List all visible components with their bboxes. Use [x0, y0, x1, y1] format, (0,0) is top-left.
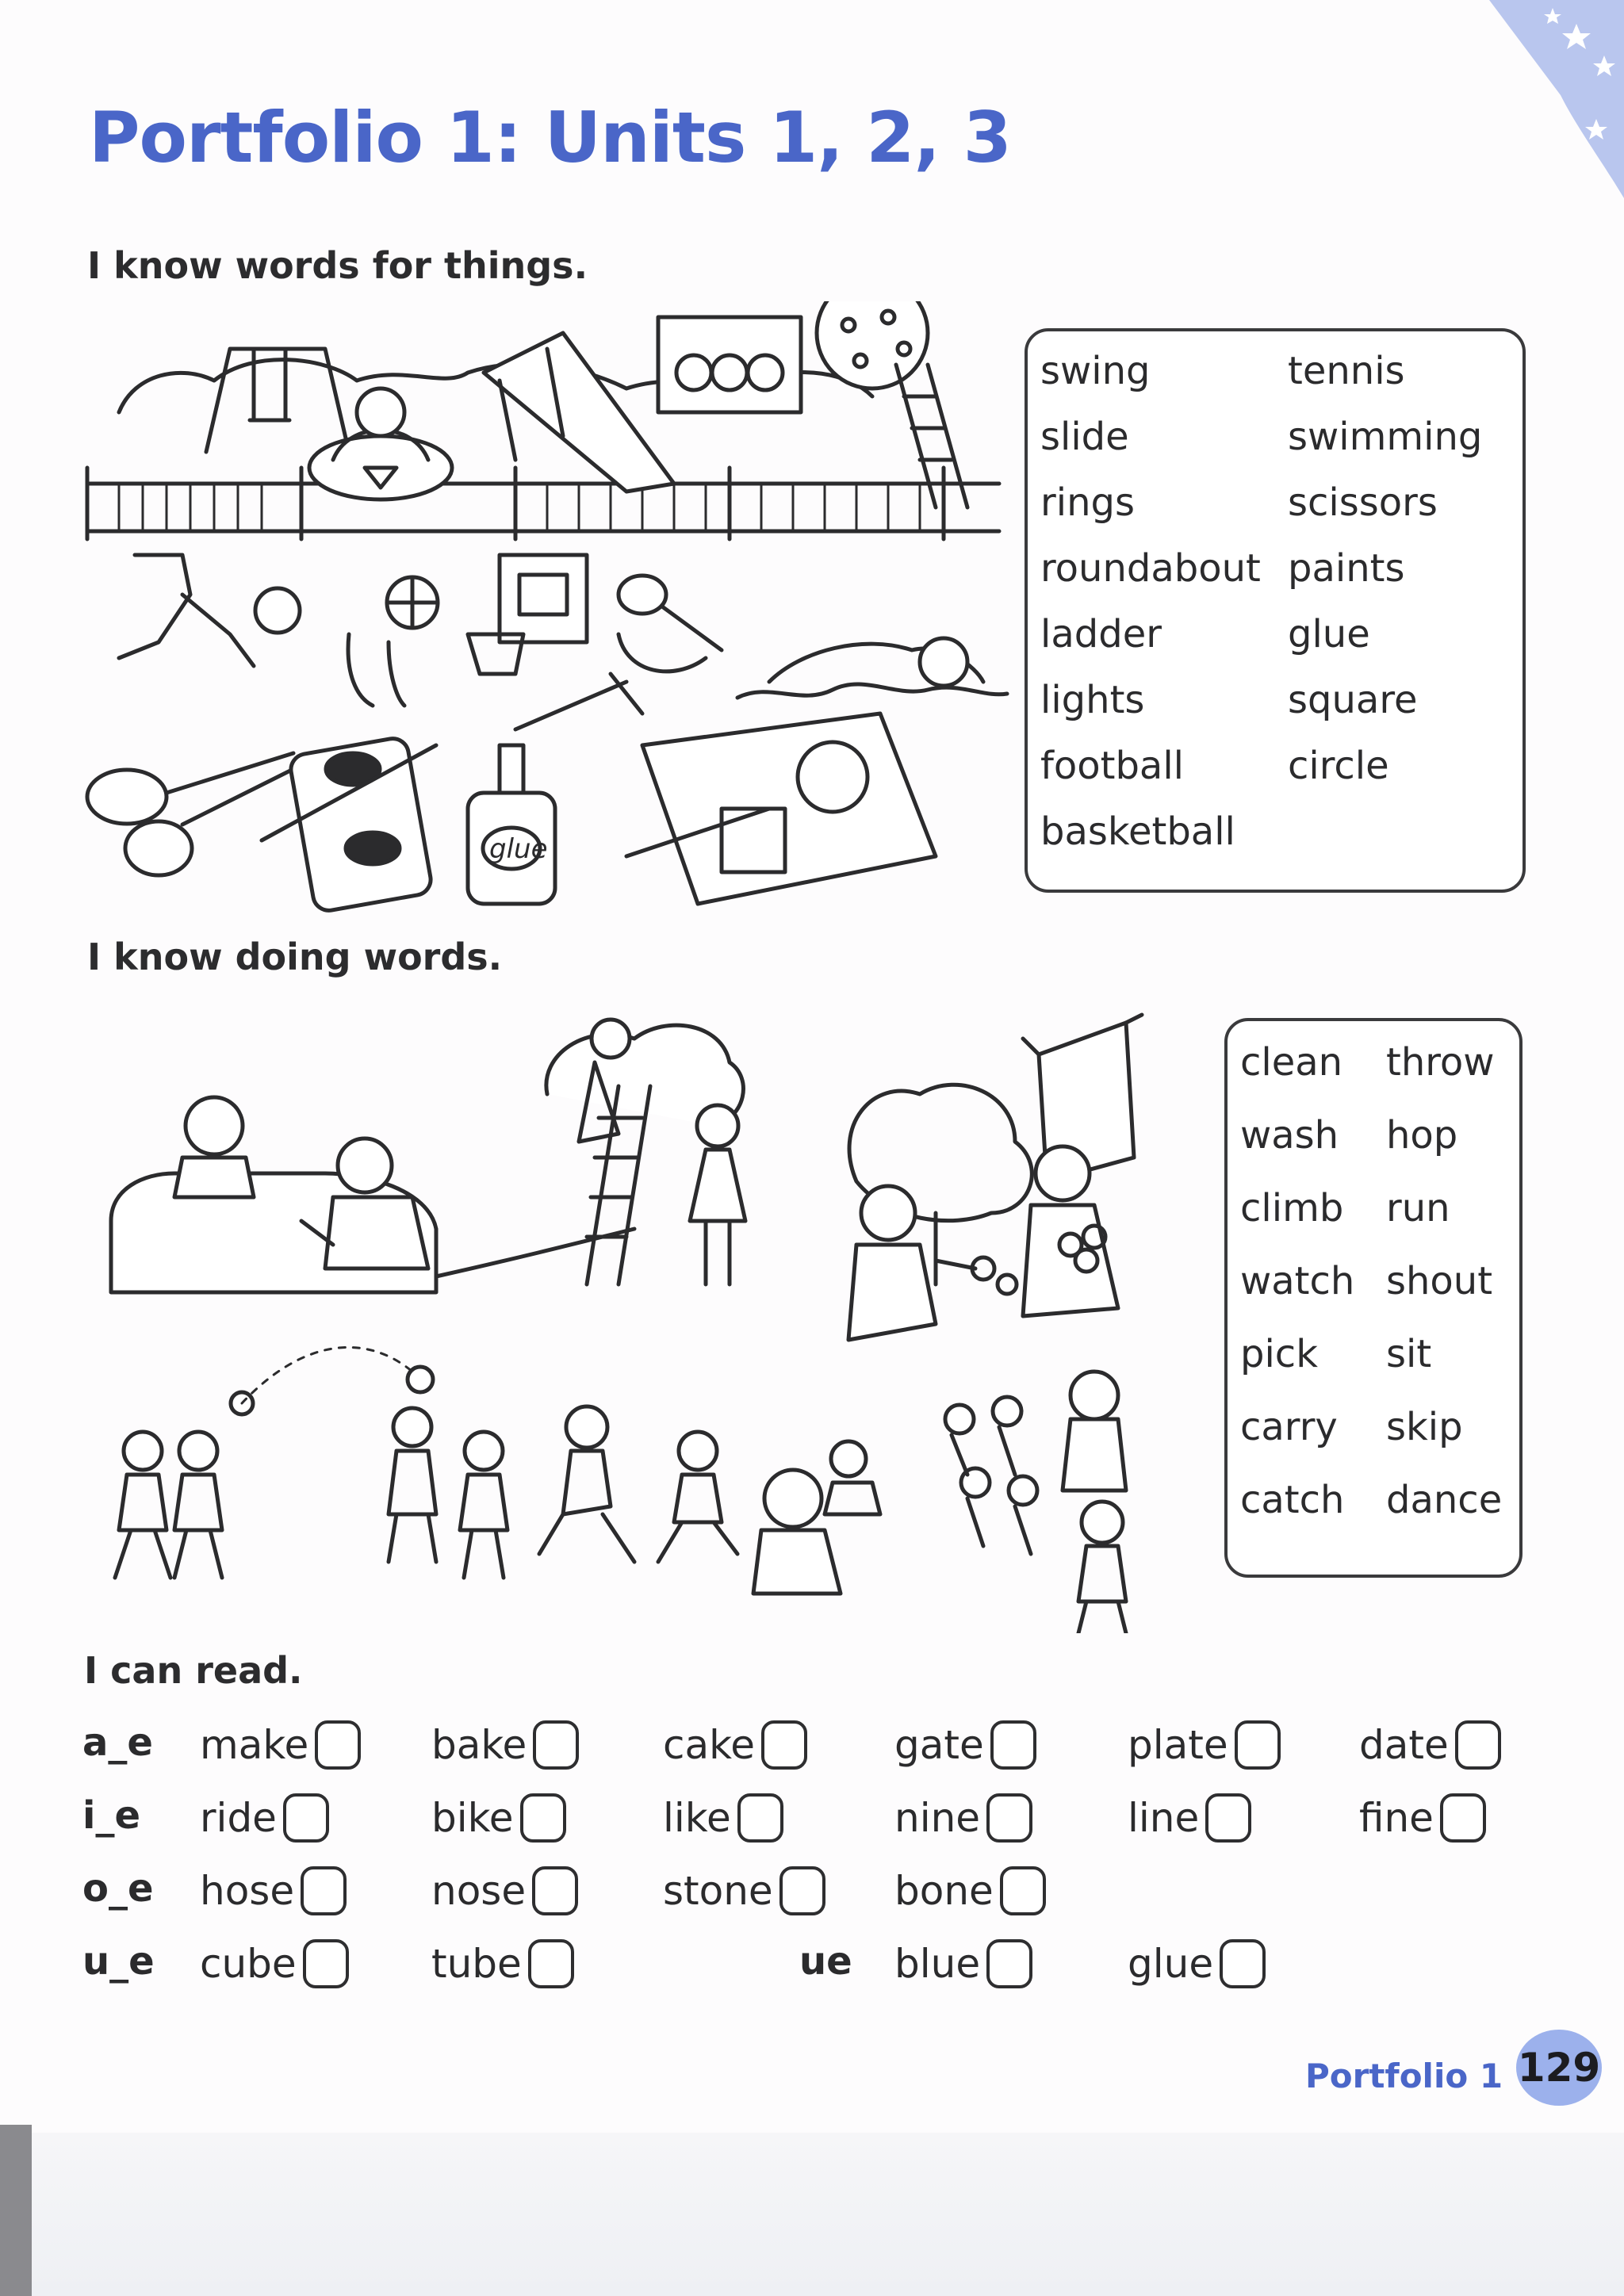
- pattern-label: o_e: [82, 1866, 154, 1911]
- word-shout: shout: [1386, 1259, 1493, 1303]
- read-item-stone: [663, 1866, 825, 1915]
- things-illustration: [71, 301, 1023, 920]
- tick-checkbox[interactable]: [737, 1793, 783, 1843]
- word-sit: sit: [1386, 1332, 1432, 1376]
- word-football: football: [1040, 744, 1185, 788]
- read-word: nose: [431, 1868, 527, 1914]
- word-throw: throw: [1386, 1040, 1495, 1085]
- tick-checkbox[interactable]: [528, 1939, 574, 1988]
- pattern-label: u_e: [82, 1939, 155, 1984]
- word-catch: catch: [1240, 1478, 1345, 1522]
- word-square: square: [1288, 678, 1418, 722]
- word-pick: pick: [1240, 1332, 1318, 1376]
- scan-edge-shadow: [0, 2125, 32, 2296]
- read-row-i-e: [82, 1793, 1589, 1857]
- word-clean: clean: [1240, 1040, 1343, 1085]
- page-bottom-margin: [0, 2133, 1624, 2296]
- word-carry: carry: [1240, 1405, 1338, 1449]
- read-word: cake: [663, 1722, 756, 1768]
- read-item-tube: [431, 1939, 574, 1988]
- read-word: make: [200, 1722, 309, 1768]
- word-rings: rings: [1040, 480, 1135, 525]
- read-word: bake: [431, 1722, 527, 1768]
- glue-bottle-label: glue: [489, 833, 548, 865]
- word-scissors: scissors: [1288, 480, 1438, 525]
- pattern-label: a_e: [82, 1720, 153, 1765]
- read-item-nose: [431, 1866, 578, 1915]
- read-item-cake: [663, 1720, 807, 1770]
- read-word: gate: [894, 1722, 984, 1768]
- tick-checkbox[interactable]: [986, 1793, 1032, 1843]
- read-row-a-e: [82, 1720, 1589, 1784]
- word-swimming: swimming: [1288, 415, 1483, 459]
- read-item-ride: [200, 1793, 329, 1843]
- read-item-like: [663, 1793, 783, 1843]
- tick-checkbox[interactable]: [1000, 1866, 1046, 1915]
- word-dance: dance: [1386, 1478, 1503, 1522]
- read-item-bike: [431, 1793, 566, 1843]
- read-row-o-e: [82, 1866, 1589, 1930]
- read-item-glue: [1128, 1939, 1266, 1988]
- read-item-fine: [1359, 1793, 1486, 1843]
- tick-checkbox[interactable]: [1235, 1720, 1281, 1770]
- word-circle: circle: [1288, 744, 1389, 788]
- pattern-label-ue: ue: [799, 1939, 852, 1984]
- read-word: date: [1359, 1722, 1449, 1768]
- read-item-cube: [200, 1939, 349, 1988]
- read-word: bike: [431, 1795, 514, 1841]
- read-word: cube: [200, 1941, 297, 1987]
- read-item-line: [1128, 1793, 1251, 1843]
- tick-checkbox[interactable]: [779, 1866, 825, 1915]
- read-word: ride: [200, 1795, 277, 1841]
- read-item-date: [1359, 1720, 1501, 1770]
- doing-illustration: [95, 1007, 1189, 1633]
- read-word: like: [663, 1795, 731, 1841]
- word-glue: glue: [1288, 612, 1370, 656]
- pattern-label: i_e: [82, 1793, 141, 1838]
- tick-checkbox[interactable]: [533, 1720, 579, 1770]
- things-word-box: [1025, 328, 1526, 893]
- word-hop: hop: [1386, 1113, 1458, 1158]
- word-slide: slide: [1040, 415, 1129, 459]
- word-roundabout: roundabout: [1040, 546, 1261, 591]
- read-word: plate: [1128, 1722, 1228, 1768]
- read-row-u-e: [82, 1939, 1589, 2003]
- read-item-hose: [200, 1866, 347, 1915]
- tick-checkbox[interactable]: [315, 1720, 361, 1770]
- tick-checkbox[interactable]: [1205, 1793, 1251, 1843]
- read-item-nine: [894, 1793, 1032, 1843]
- word-tennis: tennis: [1288, 349, 1405, 393]
- read-word: nine: [894, 1795, 981, 1841]
- word-skip: skip: [1386, 1405, 1463, 1449]
- read-word: blue: [894, 1941, 981, 1987]
- word-ladder: ladder: [1040, 612, 1162, 656]
- page-number-badge: 129: [1516, 2030, 1602, 2106]
- tick-checkbox[interactable]: [301, 1866, 347, 1915]
- tick-checkbox[interactable]: [283, 1793, 329, 1843]
- tick-checkbox[interactable]: [986, 1939, 1032, 1988]
- page-title: Portfolio 1: Units 1, 2, 3: [89, 97, 1011, 178]
- footer-portfolio-label: Portfolio 1: [1305, 2057, 1503, 2095]
- read-word: fine: [1359, 1795, 1434, 1841]
- tick-checkbox[interactable]: [520, 1793, 566, 1843]
- tick-checkbox[interactable]: [1440, 1793, 1486, 1843]
- tick-checkbox[interactable]: [1220, 1939, 1266, 1988]
- word-climb: climb: [1240, 1186, 1344, 1230]
- section-heading-doing: I know doing words.: [87, 936, 503, 978]
- word-wash: wash: [1240, 1113, 1339, 1158]
- word-basketball: basketball: [1040, 809, 1235, 854]
- tick-checkbox[interactable]: [303, 1939, 349, 1988]
- read-item-plate: [1128, 1720, 1281, 1770]
- read-item-gate: [894, 1720, 1036, 1770]
- tick-checkbox[interactable]: [532, 1866, 578, 1915]
- section-heading-things: I know words for things.: [87, 244, 588, 287]
- tick-checkbox[interactable]: [1455, 1720, 1501, 1770]
- read-word: glue: [1128, 1941, 1214, 1987]
- doing-word-box: [1224, 1018, 1522, 1578]
- corner-star-decoration: [1457, 0, 1624, 198]
- read-item-bake: [431, 1720, 579, 1770]
- read-word: bone: [894, 1868, 994, 1914]
- section-heading-read: I can read.: [84, 1649, 303, 1692]
- word-run: run: [1386, 1186, 1450, 1230]
- read-item-blue: [894, 1939, 1032, 1988]
- read-item-make: [200, 1720, 361, 1770]
- tick-checkbox[interactable]: [761, 1720, 807, 1770]
- read-word: hose: [200, 1868, 295, 1914]
- read-word: stone: [663, 1868, 773, 1914]
- word-paints: paints: [1288, 546, 1405, 591]
- read-item-bone: [894, 1866, 1046, 1915]
- word-watch: watch: [1240, 1259, 1355, 1303]
- read-word: tube: [431, 1941, 522, 1987]
- read-word: line: [1128, 1795, 1200, 1841]
- tick-checkbox[interactable]: [990, 1720, 1036, 1770]
- word-swing: swing: [1040, 349, 1151, 393]
- word-lights: lights: [1040, 678, 1145, 722]
